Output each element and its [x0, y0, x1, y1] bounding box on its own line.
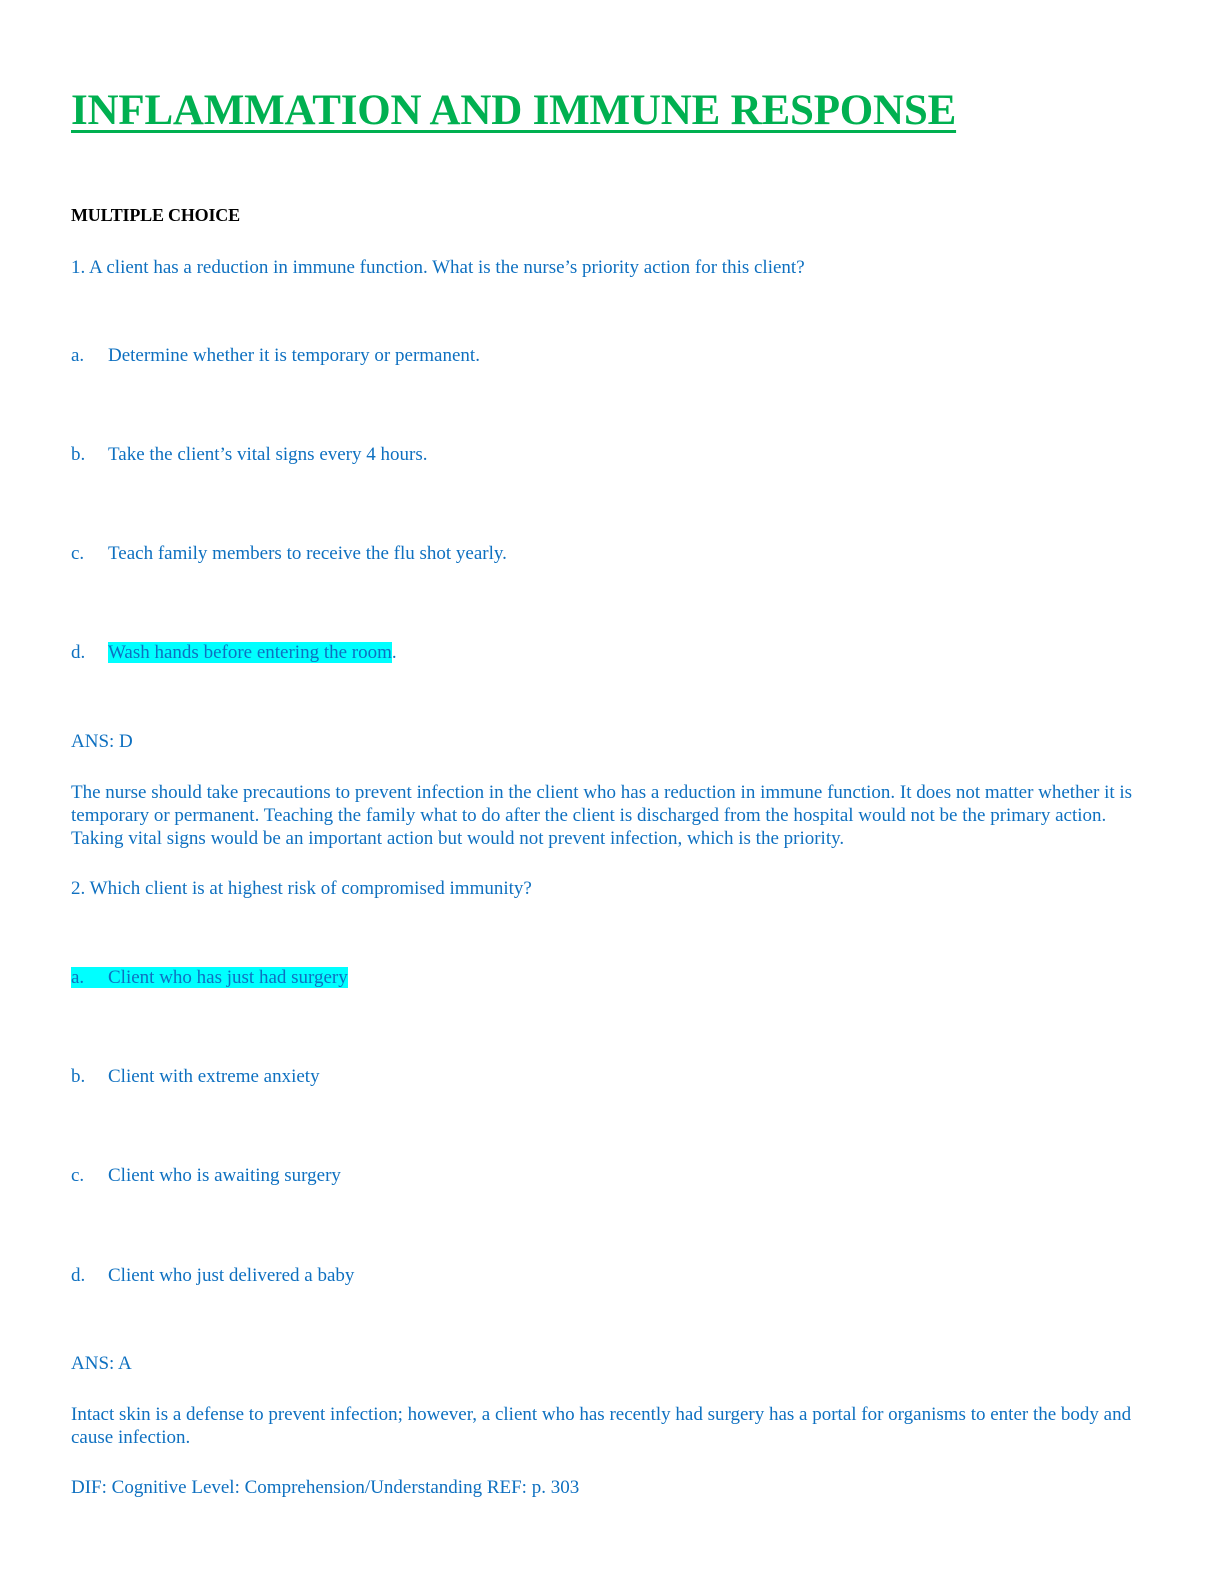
option-text: Client who just delivered a baby	[108, 1265, 355, 1286]
q1-option-a	[71, 344, 480, 367]
option-text: Determine whether it is temporary or permanent.	[108, 345, 480, 366]
option-letter: a.	[71, 967, 85, 988]
option-letter: b.	[71, 444, 86, 465]
option-letter: a.	[71, 345, 85, 366]
option-text-highlighted: Wash hands before entering the room	[108, 642, 392, 663]
q2-option-d	[71, 1264, 354, 1287]
option-letter: b.	[71, 1066, 86, 1087]
option-letter: c.	[71, 543, 85, 564]
option-letter: d.	[71, 642, 86, 663]
section-heading: MULTIPLE CHOICE	[71, 205, 240, 225]
option-suffix: .	[391, 642, 397, 663]
option-text: Client with extreme anxiety	[108, 1066, 320, 1087]
option-text: Client who is awaiting surgery	[108, 1165, 341, 1186]
answer-1: ANS: D	[71, 731, 133, 752]
q1-option-b	[71, 443, 427, 466]
difficulty-reference: DIF: Cognitive Level: Comprehension/Understanding REF: p. 303	[71, 1477, 580, 1498]
option-text: Take the client’s vital signs every 4 hours.	[108, 444, 428, 465]
rationale-2: Intact skin is a defense to prevent infection; however, a client who has recently had surgery has a portal for organisms to enter the body and cause infection.	[71, 1404, 1132, 1448]
rationale-1: The nurse should take precautions to prevent infection in the client who has a reduction in immune function. It does not matter whether it is temporary or permanent. Teaching the family what to do after the client is discharged from the hospital would not be the primary action. Taking vital signs would be an important action but would not prevent infection, which is the priority.	[71, 782, 1133, 849]
q2-option-b	[71, 1065, 320, 1088]
option-letter: d.	[71, 1265, 86, 1286]
q1-option-c	[71, 542, 507, 565]
option-letter: c.	[71, 1165, 85, 1186]
question-2: 2. Which client is at highest risk of compromised immunity?	[71, 878, 532, 899]
option-text: Teach family members to receive the flu shot yearly.	[108, 543, 507, 564]
answer-2: ANS: A	[71, 1353, 132, 1374]
question-1: 1. A client has a reduction in immune function. What is the nurse’s priority action for this client?	[71, 257, 805, 278]
option-text-highlighted: Client who has just had surgery	[108, 967, 348, 988]
q1-option-d	[71, 641, 397, 664]
page-title: INFLAMMATION AND IMMUNE RESPONSE	[71, 87, 957, 134]
q2-option-a	[71, 966, 348, 989]
q2-option-c	[71, 1164, 341, 1187]
